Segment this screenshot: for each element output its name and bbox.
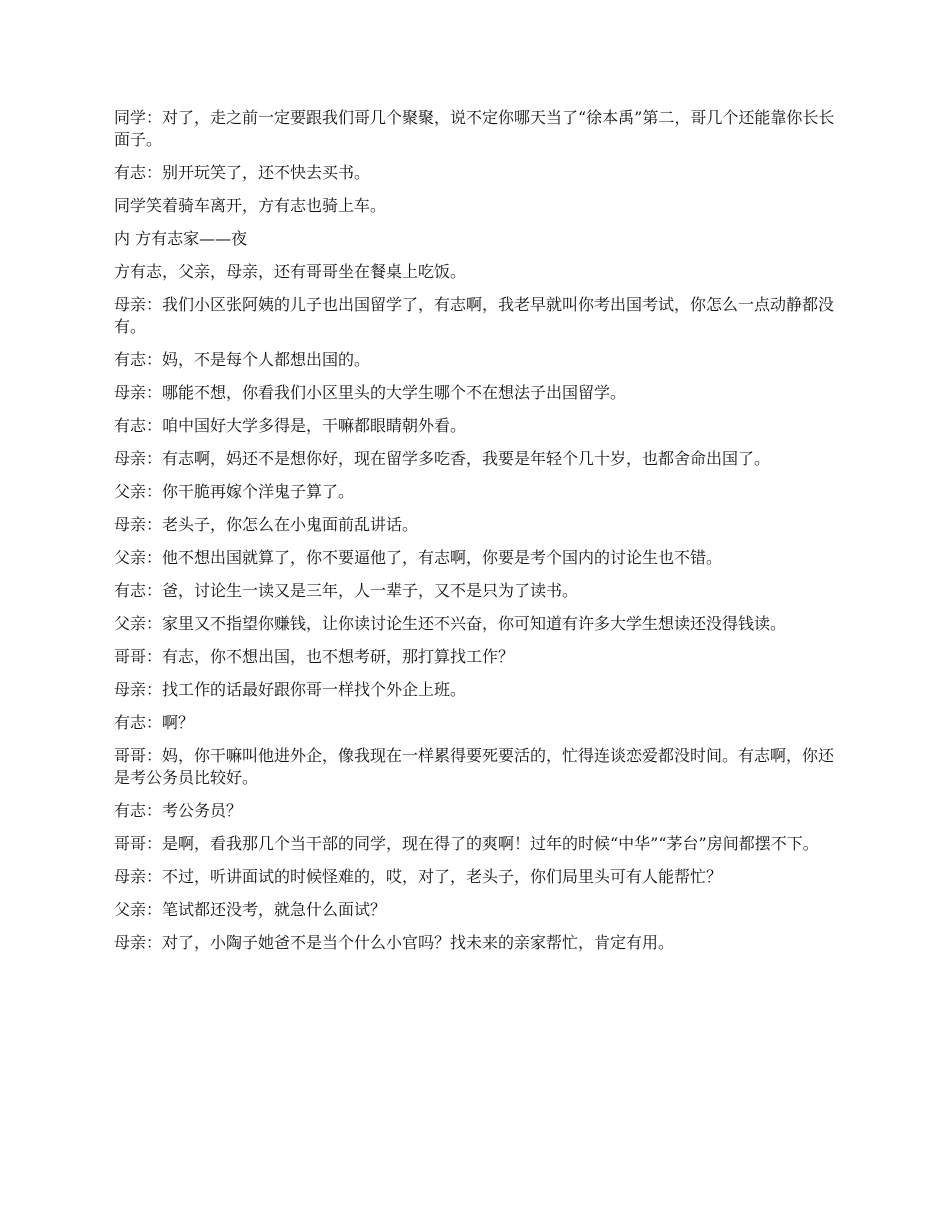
paragraph: 母亲：对了，小陶子她爸不是当个什么小官吗？找未来的亲家帮忙，肯定有用。 [114,933,675,952]
paragraph: 有志：考公务员？ [114,801,243,820]
paragraph: 哥哥：有志，你不想出国，也不想考研，那打算找工作？ [114,647,515,666]
paragraph: 有志：爸，讨论生一读又是三年，人一辈子，又不是只为了读书。 [114,581,579,600]
paragraph: 母亲：不过，听讲面试的时候怪难的，哎，对了，老头子，你们局里头可有人能帮忙？ [114,867,723,886]
paragraph: 有志：啊？ [114,713,195,732]
paragraph: 母亲：哪能不想，你看我们小区里头的大学生哪个不在想法子出国留学。 [114,383,627,402]
scene-heading: 内 方有志家——夜 [114,229,248,248]
paragraph: 父亲：他不想出国就算了，你不要逼他了，有志啊，你要是考个国内的讨论生也不错。 [114,548,723,567]
paragraph: 方有志，父亲，母亲，还有哥哥坐在餐桌上吃饭。 [114,262,467,281]
paragraph: 有志：妈，不是每个人都想出国的。 [114,350,371,369]
document-page [114,107,842,965]
paragraph: 哥哥：是啊，看我那几个当干部的同学，现在得了的爽啊！过年的时候“中华”“茅台”房间都摆不下。 [114,834,819,853]
paragraph: 同学笑着骑车离开，方有志也骑上车。 [114,196,387,215]
paragraph: 有志：咱中国好大学多得是，干嘛都眼睛朝外看。 [114,416,467,435]
paragraph: 母亲：老头子，你怎么在小鬼面前乱讲话。 [114,515,419,534]
paragraph: 母亲：找工作的话最好跟你哥一样找个外企上班。 [114,680,467,699]
paragraph: 父亲：家里又不指望你赚钱，让你读讨论生还不兴奋，你可知道有许多大学生想读还没得钱读。 [114,614,787,633]
paragraph: 母亲：我们小区张阿姨的儿子也出国留学了，有志啊，我老早就叫你考出国考试，你怎么一点动静都没有。 [114,295,835,336]
paragraph: 父亲：你干脆再嫁个洋鬼子算了。 [114,482,355,501]
paragraph: 母亲：有志啊，妈还不是想你好，现在留学多吃香，我要是年轻个几十岁，也都舍命出国了。 [114,449,771,468]
paragraph: 同学：对了，走之前一定要跟我们哥几个聚聚，说不定你哪天当了“徐本禹”第二，哥几个还能靠你长长面子。 [114,108,835,149]
paragraph: 有志：别开玩笑了，还不快去买书。 [114,163,371,182]
paragraph: 哥哥：妈，你干嘛叫他进外企，像我现在一样累得要死要活的，忙得连谈恋爱都没时间。有志啊，你还是考公务员比较好。 [114,746,835,787]
paragraph: 父亲：笔试都还没考，就急什么面试？ [114,900,387,919]
